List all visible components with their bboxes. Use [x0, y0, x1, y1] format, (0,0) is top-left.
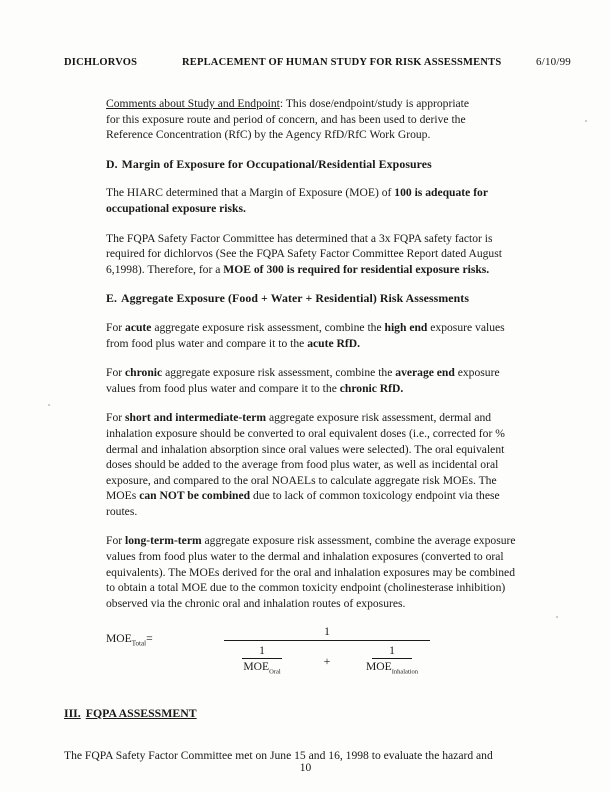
comments-label: Comments about Study and Endpoint: [106, 97, 280, 110]
acute-text-d: exposure values from food plus water and compare it to the: [106, 320, 505, 350]
section-iii-number: III.: [64, 706, 81, 720]
document-body: [106, 96, 518, 699]
formula-numerator: 1: [324, 625, 330, 639]
formula-term-inhalation-subscript: Inhalation: [391, 668, 419, 676]
acute-text-a: For: [106, 320, 126, 334]
long-text-c: aggregate exposure risk assessment, combine the average exposure values from food plus water to the dermal and inhalation exposures (converted to oral equivalents). The MOEs derived for the oral and inhalation exposures may be combined to obtain a total MOE due to the common toxicity endpoint (cholinesterase inhibition) observed via the chronic oral and inhalation routes of exposures.: [106, 534, 516, 610]
page-number: 10: [299, 762, 312, 774]
chronic-text-a: For: [106, 366, 126, 380]
formula-denominator: [224, 641, 430, 678]
section-d-title: Margin of Exposure for Occupational/Residential Exposures: [121, 156, 432, 171]
short-bold-2: can NOT be combined: [139, 489, 251, 503]
short-text-a: For: [106, 411, 126, 425]
formula-plus-operator: +: [323, 654, 331, 669]
scan-speck: [556, 616, 558, 618]
formula-main-fraction: [224, 625, 430, 678]
header-chemical-name: DICHLORVOS: [64, 57, 138, 68]
short-text-d: due to lack of common toxicology endpoint via these routes.: [106, 489, 500, 518]
section-d-paragraph-1: [106, 185, 518, 216]
moe-total-formula: [106, 625, 518, 699]
chronic-bold-2: average end: [395, 366, 455, 380]
acute-aggregate-paragraph: [106, 320, 518, 351]
section-d-p2-text: The FQPA Safety Factor Committee has determined that a 3x FQPA safety factor is required for dichlorvos (See the FQPA Safety Factor Committee Report dated August 6,1998). Therefore, for a: [106, 231, 502, 276]
comments-about-study-paragraph: [106, 96, 478, 143]
scan-speck: [585, 120, 587, 122]
section-e-label: E.: [106, 291, 118, 306]
scan-speck: [48, 404, 50, 406]
formula-term-inhalation: [354, 645, 430, 678]
chronic-aggregate-paragraph: [106, 365, 518, 396]
section-iii-block: [64, 706, 534, 763]
long-text-a: For: [106, 534, 126, 548]
formula-term-oral-subscript: Oral: [269, 668, 281, 676]
section-iii-title: FQPA ASSESSMENT: [85, 706, 197, 720]
long-term-paragraph: [106, 533, 518, 611]
short-intermediate-term-paragraph: [106, 410, 518, 519]
formula-lhs-base: MOE: [106, 632, 132, 646]
section-d-p1-text: The HIARC determined that a Margin of Exposure (MOE) of: [106, 186, 395, 200]
acute-bold-3: acute RfD.: [307, 336, 361, 350]
header-document-title: REPLACEMENT OF HUMAN STUDY FOR RISK ASSESSMENTS: [182, 57, 502, 68]
formula-lhs-subscript: Total: [131, 639, 147, 648]
section-iii-heading: [64, 706, 534, 722]
header-date: 6/10/99: [535, 56, 571, 68]
acute-text-c: aggregate exposure risk assessment, combine the: [151, 320, 385, 334]
section-e-heading: [106, 291, 518, 307]
comments-text: This dose/endpoint/study is appropriate for this exposure route and period of concern, and has been used to derive the Reference Concentration (RfC) by the Agency RfD/RfC Work Group.: [106, 97, 470, 142]
section-d-paragraph-2: [106, 231, 518, 278]
formula-term-inhalation-numerator: 1: [389, 644, 395, 658]
formula-term-oral-base: MOE: [243, 660, 270, 674]
chronic-bold-3: chronic RfD.: [339, 381, 404, 395]
short-bold-1: short and intermediate-term: [125, 411, 267, 425]
formula-term-inhalation-base: MOE: [365, 660, 392, 674]
formula-term-oral-denominator: [224, 660, 300, 678]
section-iii-paragraph: The FQPA Safety Factor Committee met on June 15 and 16, 1998 to evaluate the hazard and: [64, 748, 493, 762]
formula-term-oral-bar: [242, 658, 282, 659]
section-d-label: D.: [106, 156, 118, 171]
long-bold-1: long-term-term: [125, 534, 202, 548]
formula-term-inhalation-bar: [372, 658, 412, 659]
running-header: [64, 56, 571, 68]
formula-term-inhalation-denominator: [354, 660, 430, 678]
formula-equals-sign: =: [146, 632, 153, 646]
chronic-text-c: aggregate exposure risk assessment, combine the: [162, 366, 396, 380]
formula-term-oral-numerator: 1: [259, 644, 265, 658]
comments-colon: :: [279, 97, 284, 110]
chronic-bold-1: chronic: [125, 366, 163, 380]
chronic-text-d: exposure values from food plus water and compare it to the: [106, 366, 500, 395]
section-d-p2-bold: MOE of 300 is required for residential exposure risks.: [223, 262, 490, 276]
acute-bold-2: high end: [384, 320, 428, 334]
formula-term-oral: [224, 645, 300, 678]
acute-bold-1: acute: [125, 320, 152, 334]
section-e-title: Aggregate Exposure (Food + Water + Residential) Risk Assessments: [121, 291, 470, 306]
section-d-p1-bold: 100 is adequate for occupational exposure risks.: [106, 186, 488, 215]
short-text-c: aggregate exposure risk assessment, dermal and inhalation exposure should be converted to oral equivalent doses (i.e., corrected for % dermal and inhalation absorption since oral values were selected). The oral equivalent doses should be added to the average from food plus water, as well as incidental oral exposure, and compared to the oral NOAELs to calculate aggregate risk MOEs. The MOEs: [106, 411, 505, 503]
section-d-heading: [106, 157, 518, 173]
formula-left-hand-side: [106, 631, 153, 652]
